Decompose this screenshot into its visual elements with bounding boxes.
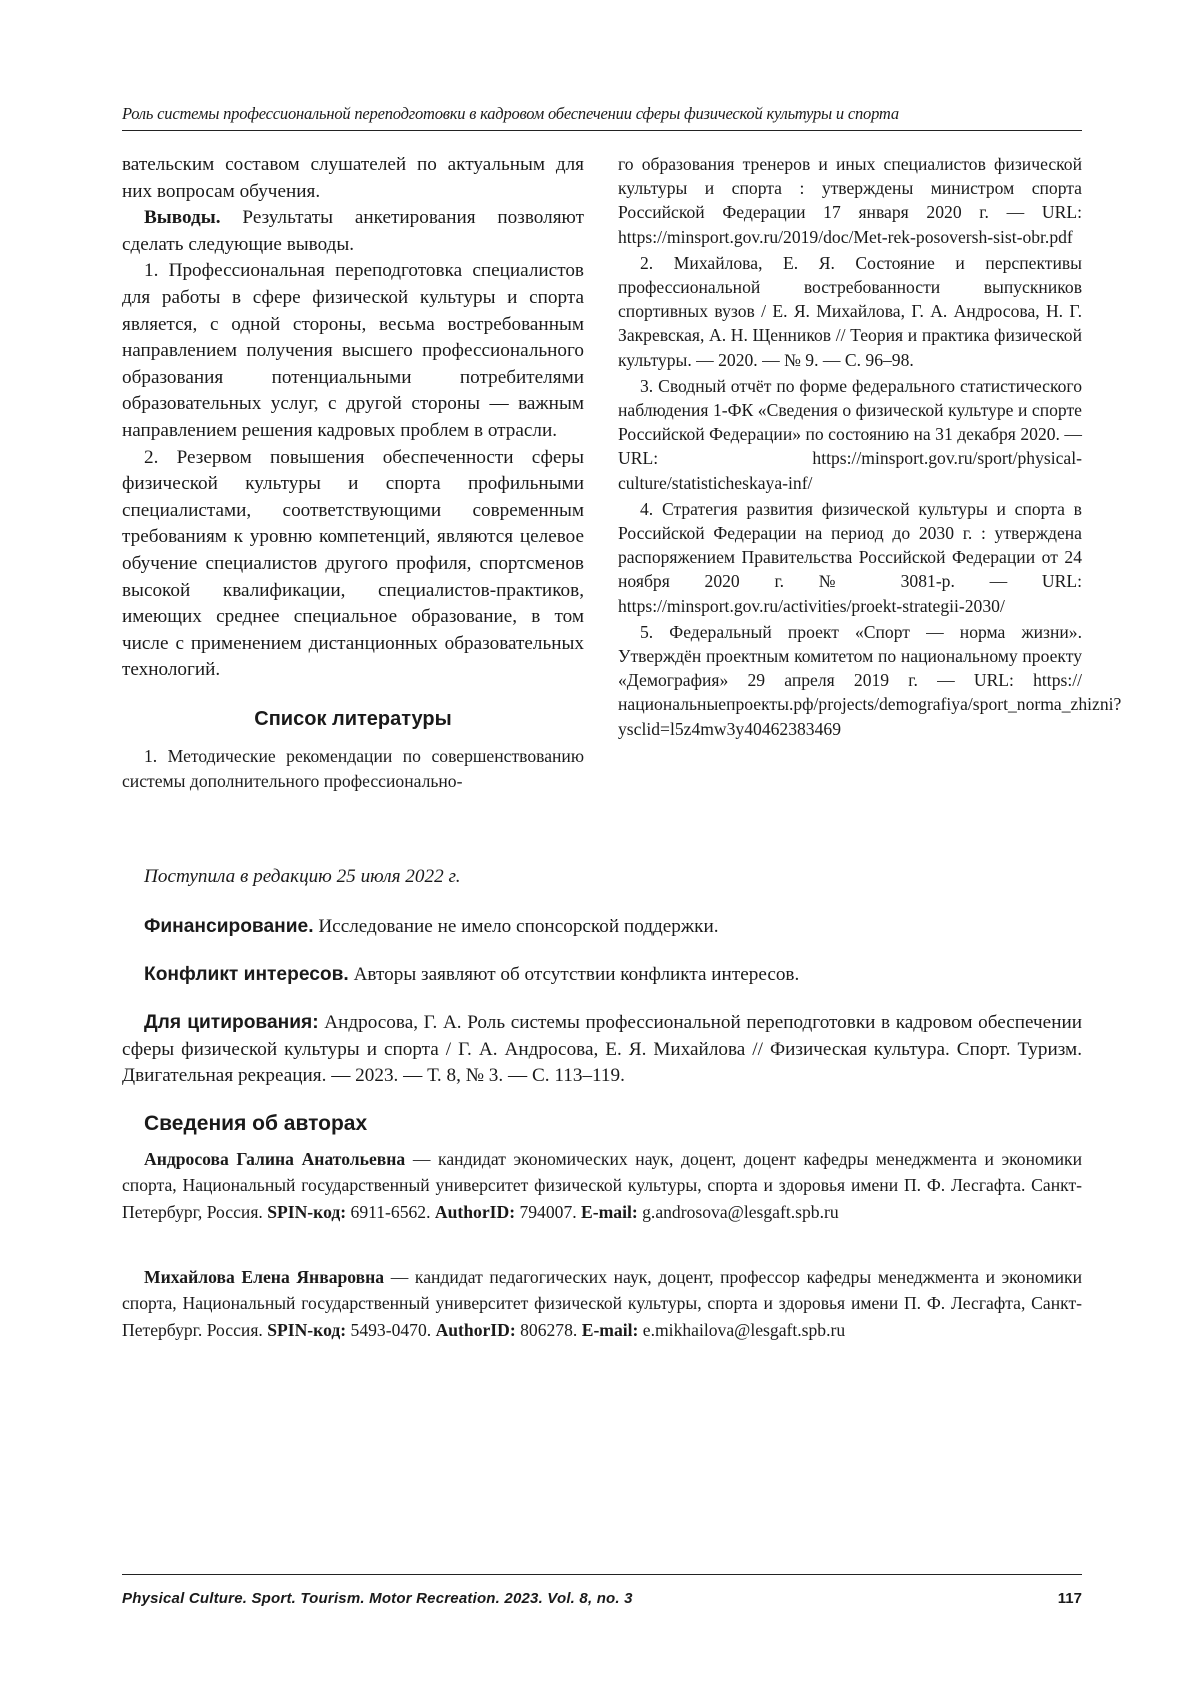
reference-5: 5. Федеральный проект «Спорт — норма жизни». Утверждён проектным комитетом по национальному проекту «Демография» 29 апреля 2019 г. — URL: https://национальныепроекты.рф/projects/demografiya/sport_norma_zhizni?ysclid=l5z4mw3y40462383469	[618, 621, 1122, 739]
funding-statement	[122, 914, 1082, 941]
funding-text: Исследование не имело спонсорской поддержки.	[313, 916, 719, 937]
reference-2: 2. Михайлова, Е. Я. Состояние и перспективы профессиональной востребованности выпускников спортивных вузов / Е. Я. Михайлова, Г. А. Андросова, Н. Г. Закревская, А. Н. Щенников // Теория и практика физической культуры. — 2020. — № 9. — С. 96–98.	[618, 252, 1082, 370]
conflict-label: Конфликт интересов.	[144, 964, 349, 985]
author-2-text: — кандидат педагогических наук, доцент, профессор кафедры менеджмента и экономики спорта, Национальный государственный университет физической культуры, спорта и здоровья имени П. Ф. Лесгафта, Санкт-Петербург. Россия.	[122, 1267, 1082, 1340]
conclusions-label: Выводы.	[144, 207, 221, 229]
funding-label: Финансирование.	[144, 916, 314, 937]
author-2-authorid: 806278.	[515, 1319, 582, 1340]
conflict-text: Авторы заявляют об отсутствии конфликта интересов.	[348, 964, 800, 985]
author-1-name: Андросова Галина Анатольевна	[144, 1149, 406, 1169]
author-1-info	[122, 1146, 1082, 1225]
author-1-text: — кандидат экономических наук, доцент, доцент кафедры менеджмента и экономики спорта, Национальный государственный университет физической культуры, спорта и здоровья имени П. Ф. Лесгафта. Санкт-Петербург, Россия.	[122, 1149, 1082, 1222]
page-number: 117	[1057, 1590, 1082, 1607]
author-2-info	[122, 1264, 1082, 1343]
received-date: Поступила в редакцию 25 июля 2022 г.	[144, 866, 461, 887]
author-2-email: e.mikhailova@lesgaft.spb.ru	[638, 1319, 846, 1340]
footer-journal-title: Physical Culture. Sport. Tourism. Motor Recreation. 2023. Vol. 8, no. 3	[122, 1590, 633, 1607]
conflict-statement	[122, 962, 1082, 989]
author-2-name: Михайлова Елена Январовна	[144, 1267, 385, 1287]
author-2-spin: 5493-0470.	[346, 1319, 436, 1340]
citation-statement	[122, 1010, 1082, 1090]
author-1-authorid-label: AuthorID:	[434, 1201, 516, 1222]
conclusions-text: Результаты анкетирования позволяют сделать следующие выводы.	[122, 207, 584, 255]
citation-text: Андросова, Г. А. Роль системы профессиональной переподготовки в кадровом обеспечении сферы физической культуры и спорта / Г. А. Андросова, Е. Я. Михайлова // Физическая культура. Спорт. Туризм. Двигательная рекреация. — 2023. — Т. 8, № 3. — С. 113–119.	[122, 1012, 1082, 1087]
paragraph-continuation: вательским составом слушателей по актуальным для них вопросам обучения.	[122, 154, 584, 202]
author-1-spin: 6911-6562.	[346, 1201, 435, 1222]
author-1-spin-label: SPIN-код:	[267, 1201, 347, 1222]
author-1-email: g.androsova@lesgaft.spb.ru	[637, 1201, 839, 1222]
author-1-authorid: 794007.	[515, 1201, 582, 1222]
footer-rule	[122, 1574, 1082, 1575]
author-2-authorid-label: AuthorID:	[435, 1319, 516, 1340]
author-2-email-label: E-mail:	[581, 1319, 639, 1340]
right-column	[618, 152, 1122, 743]
running-title: Роль системы профессиональной переподготовки в кадровом обеспечении сферы физической культуры и спорта	[122, 104, 899, 123]
left-column	[122, 152, 584, 793]
reference-1-end: го образования тренеров и иных специалистов физической культуры и спорта : утверждены министром спорта Российской Федерации 17 января 2020 г. — URL: https://minsport.gov.ru/2019/doc/Met-rek-posoversh-sist-obr.pdf	[618, 154, 1082, 247]
conclusion-point-1: 1. Профессиональная переподготовка специалистов для работы в сфере физической культуры и спорта является, с одной стороны, весьма востребованным направлением получения высшего профессионального образования потенциальными потребителями образовательных услуг, с другой стороны — важным направлением решения кадровых проблем в отрасли.	[122, 260, 584, 441]
reference-1-start: 1. Методические рекомендации по совершенствованию системы дополнительного профессионально-	[122, 746, 584, 791]
header-rule	[122, 130, 1082, 131]
author-2-spin-label: SPIN-код:	[267, 1319, 347, 1340]
conclusions-paragraph	[122, 205, 584, 258]
authors-title: Сведения об авторах	[144, 1112, 368, 1135]
references-title: Список литературы	[254, 707, 452, 730]
reference-4: 4. Стратегия развития физической культуры и спорта в Российской Федерации на период до 2030 г. : утверждена распоряжением Правительства Российской Федерации от 24 ноября 2020 г. № 3081-р. — URL: https://minsport.gov.ru/activities/proekt-strategii-2030/	[618, 498, 1082, 616]
conclusion-point-2: 2. Резервом повышения обеспеченности сферы физической культуры и спорта профильными специалистами, соответствующими современным требованиям к уровню компетенций, являются целевое обучение специалистов другого профиля, спортсменов высокой квалификации, специалистов-практиков, имеющих среднее специальное образование, в том числе с применением дистанционных образовательных технологий.	[122, 446, 584, 681]
citation-label: Для цитирования:	[144, 1012, 319, 1033]
author-1-email-label: E-mail:	[581, 1201, 638, 1222]
reference-3: 3. Сводный отчёт по форме федерального статистического наблюдения 1-ФК «Сведения о физической культуре и спорте Российской Федерации» по состоянию на 31 декабря 2020. — URL: https://minsport.gov.ru/sport/physical-culture/statisticheskaya-inf/	[618, 375, 1082, 493]
